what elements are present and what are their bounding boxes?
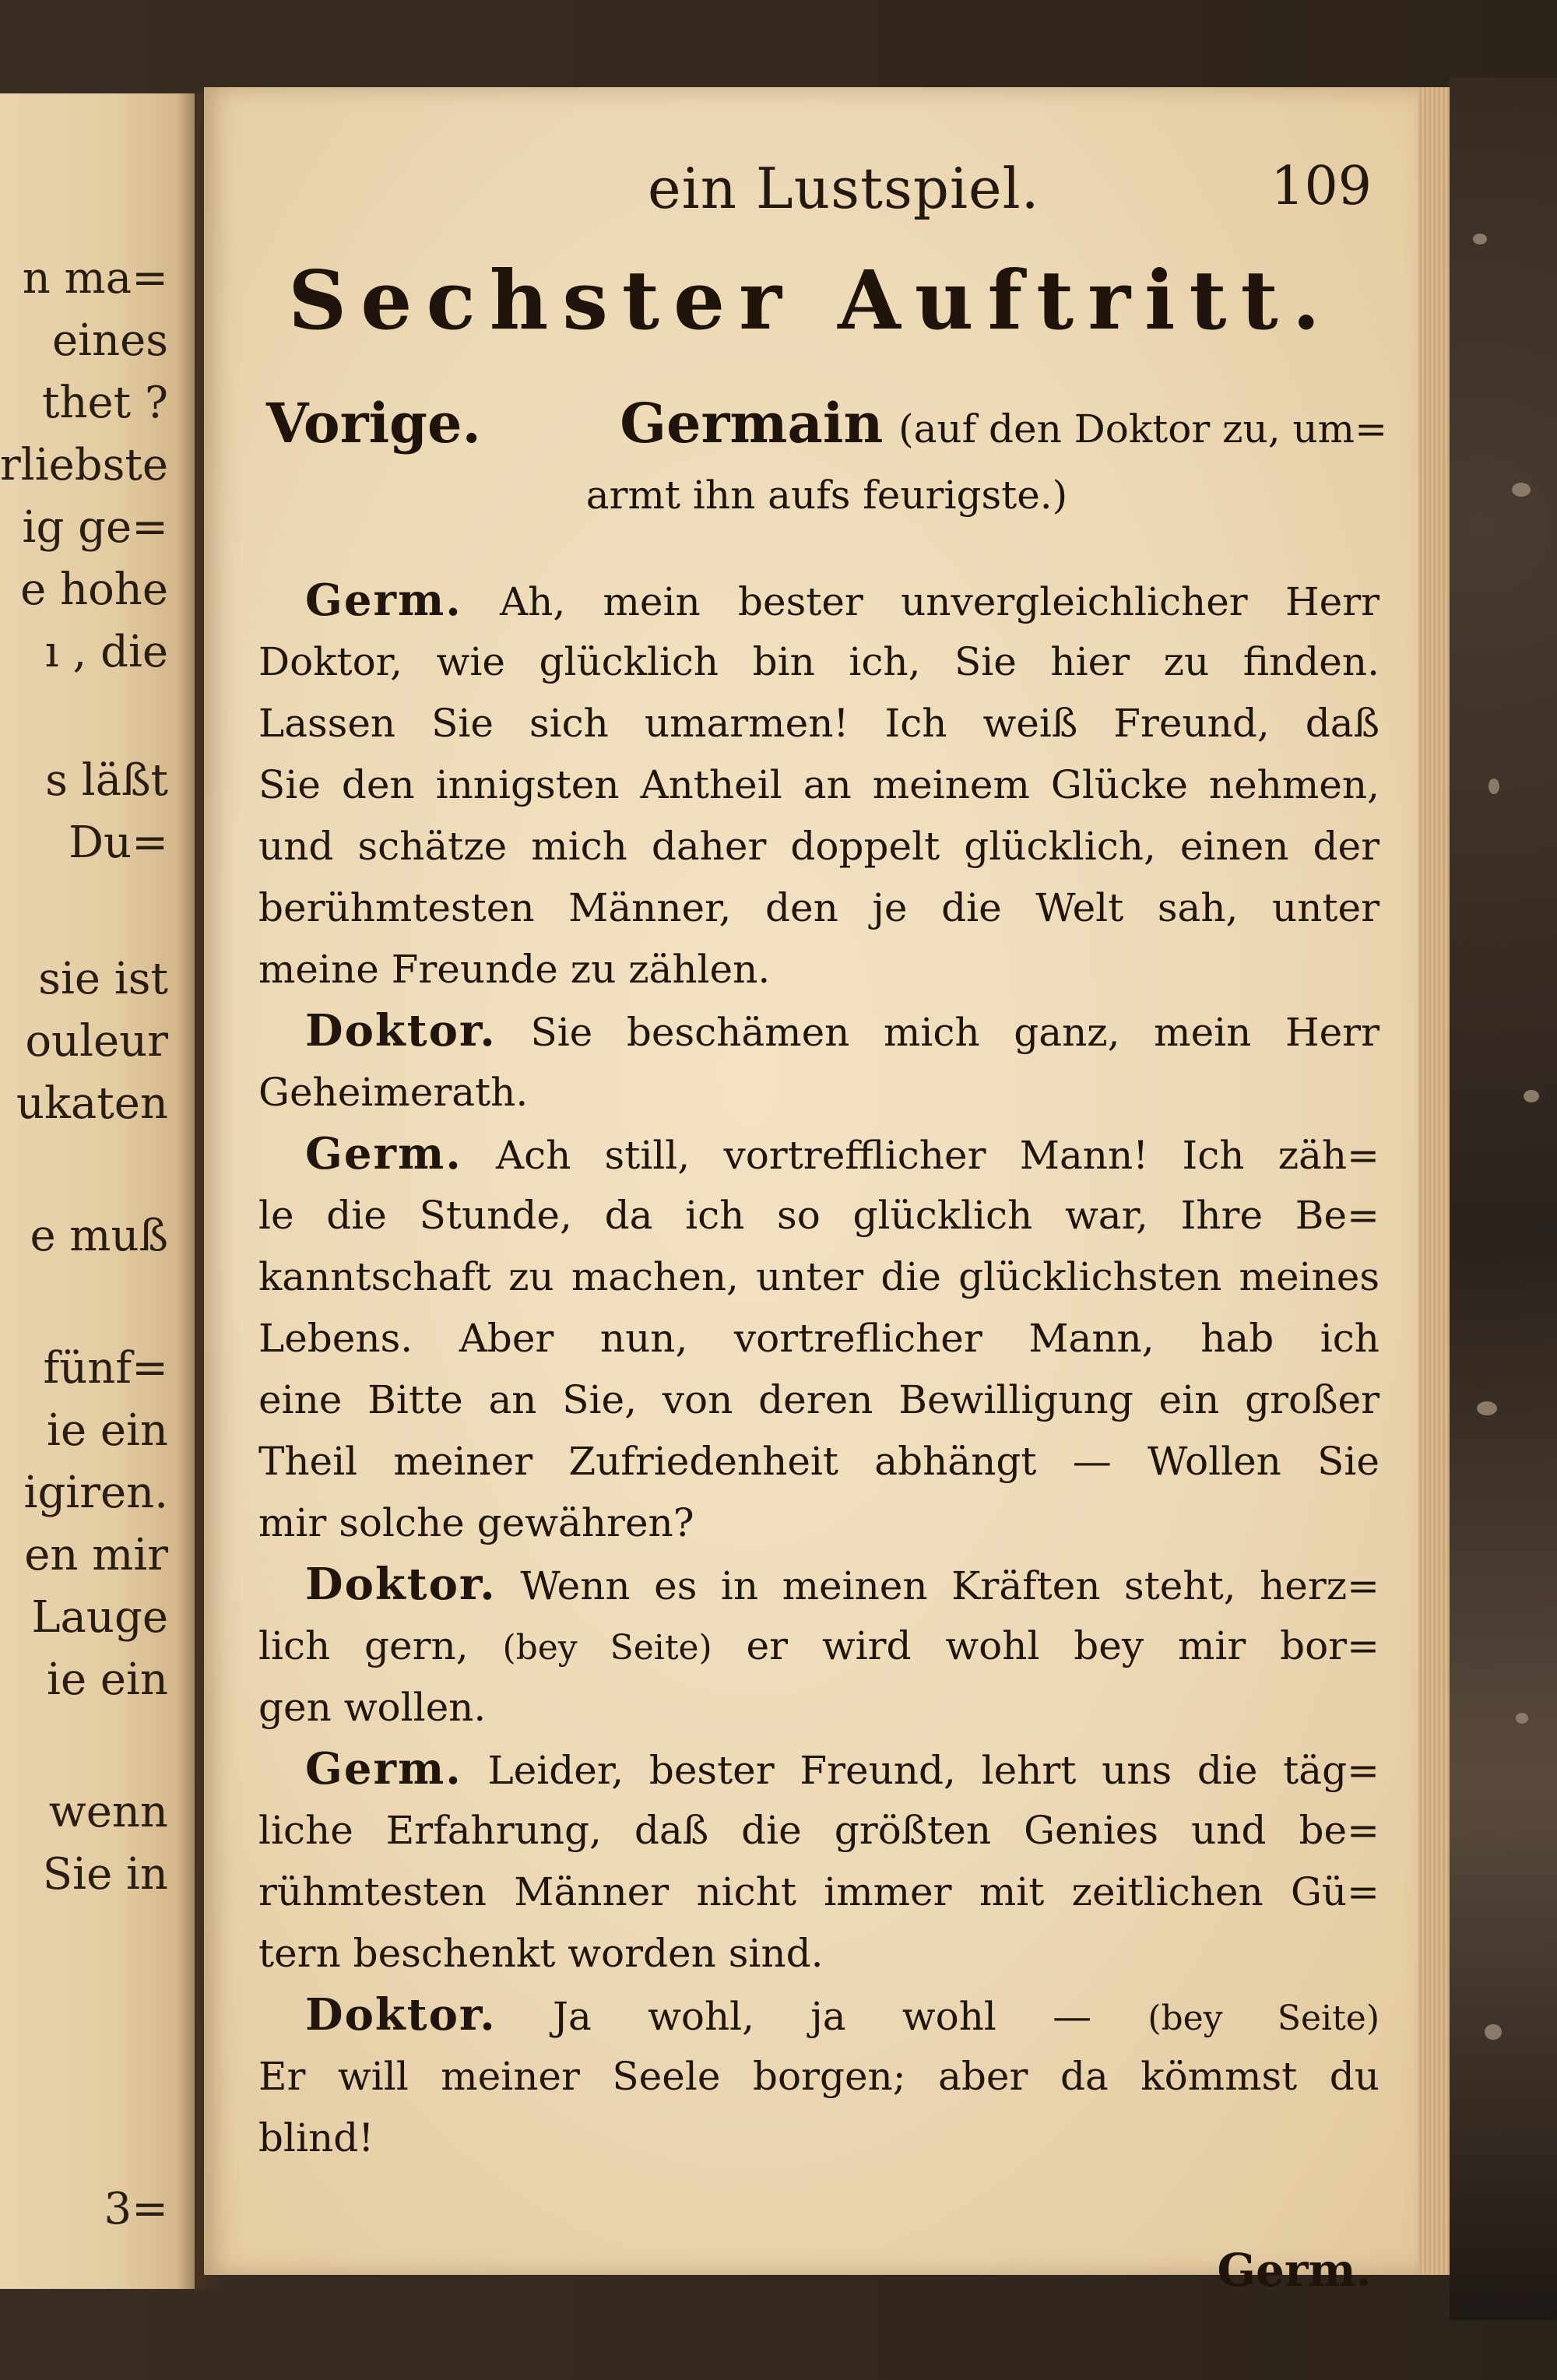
page-header [204,156,1418,221]
dialogue-line: Sie den innigsten Antheil an meinem Glücke nehmen, [258,762,1380,807]
speech-text: Ach still, vortrefflicher Mann! Ich zäh= [495,1133,1380,1178]
left-page-fragment: ie ein [47,1654,168,1705]
dialogue-line: rühmtesten Männer nicht immer mit zeitlichen Gü= [258,1869,1380,1914]
aside-direction: (bey Seite) [502,1628,712,1668]
dialogue-line: kanntschaft zu machen, unter die glücklichsten meines [258,1254,1380,1299]
cover-speck [1488,779,1499,794]
dialogue-line: Er will meiner Seele borgen; aber da kömmst du [258,2054,1380,2099]
page-edges [1418,87,1450,2275]
dialogue-line [258,1000,1380,1062]
speaker-label: Germ. [305,1128,462,1179]
left-page-fragment: fünf= [43,1343,168,1394]
stage-direction: armt ihn aufs feurigste.) [585,473,1068,518]
dialogue-line: Geheimerath. [258,1070,529,1115]
dialogue-line: Theil meiner Zufriedenheit abhängt — Wollen Sie [258,1439,1380,1484]
dialogue-line [258,570,1380,631]
speech-text: Sie beschämen mich ganz, mein Herr [530,1010,1380,1055]
left-page-fragment: Lauge [31,1592,168,1643]
dialogue-line: und schätze mich daher doppelt glücklich, einen der [258,824,1380,869]
catchword: Germ. [1217,2244,1372,2297]
speaker-label: Doktor. [305,1005,497,1056]
cover-speck [1485,2024,1502,2040]
cover-speck [1473,234,1487,244]
left-page-fragment: 3= [104,2184,168,2234]
cover-speck [1512,483,1531,497]
book-page [204,87,1418,2297]
aside-direction: (bey Seite) [1148,1999,1380,2038]
left-page-fragment: n ma= [22,253,168,304]
speaker-label: Germ. [305,1743,462,1795]
left-page-fragment: e muß [30,1211,168,1261]
dialogue-line: Lebens. Aber nun, vortreflicher Mann, hab ich [258,1316,1380,1361]
dialogue-line: Lassen Sie sich umarmen! Ich weiß Freund, daß [258,701,1380,746]
dialogue-line: tern beschenkt worden sind. [258,1931,824,1976]
dialogue-line [258,1554,1380,1615]
left-page-fragment: s läßt [45,755,168,806]
left-page-fragment: igiren. [23,1468,168,1518]
left-page-fragment: eines [52,315,168,366]
speech-text: lich gern, [258,1623,469,1668]
speaker-label: Germ. [305,575,462,626]
speaker-label: Doktor. [305,1559,497,1610]
left-page-fragment: en mir [24,1530,168,1580]
dialogue-line: berühmtesten Männer, den je die Welt sah, unter [258,885,1380,930]
left-page-fragment: ig ge= [22,502,168,553]
left-page-fragment: rliebste [0,440,168,490]
left-page-fragment: Sie in [42,1849,168,1900]
book-cover [1450,78,1557,2320]
page-number: 109 [1271,156,1372,217]
stage-direction: (auf den Doktor zu, um= [898,406,1387,452]
dialogue-line: gen wollen. [258,1685,487,1730]
left-page-fragment: ı , die [44,627,168,677]
cover-speck [1477,1401,1497,1415]
speech-text: Leider, bester Freund, lehrt uns die täg= [487,1748,1380,1793]
left-page-fragment: ouleur [25,1016,168,1067]
cast-list [266,391,1387,518]
dialogue-line: Doktor, wie glücklich bin ich, Sie hier zu finden. [258,639,1380,684]
left-page-fragment: ukaten [16,1078,168,1129]
dialogue-line: le die Stunde, da ich so glücklich war, Ihre Be= [258,1193,1380,1238]
cover-speck [1516,1713,1528,1724]
speaker-label: Doktor. [305,1989,497,2041]
dialogue-line: mir solche gewähren? [258,1500,694,1545]
left-page-fragment: sie ist [38,954,168,1004]
left-page-fragment: e hohe [20,564,168,615]
running-title: ein Lustspiel. [648,156,1040,221]
left-page-fragment: ie ein [47,1405,168,1456]
left-page-fragment: Du= [69,817,168,868]
cover-speck [1524,1090,1539,1102]
speech-text: Wenn es in meinen Kräften steht, herz= [520,1563,1380,1608]
cast-germain: Germain [620,391,884,455]
speech-text: er wird wohl bey mir bor= [746,1623,1380,1668]
left-page-fragment: wenn [48,1787,168,1837]
dialogue-line [258,1985,1380,2046]
cast-vorige: Vorige. [266,391,481,455]
left-page [0,93,195,2289]
dialogue-line: meine Freunde zu zählen. [258,947,771,992]
dialogue-line [258,1615,1380,1677]
dialogue-line: liche Erfahrung, daß die größten Genies und be= [258,1808,1380,1853]
dialogue [258,570,1380,2169]
dialogue-line: eine Bitte an Sie, von deren Bewilligung ein großer [258,1377,1380,1422]
speech-text: Ah, mein bester unvergleichlicher Herr [500,579,1380,624]
dialogue-line: blind! [258,2115,374,2160]
dialogue-line [258,1738,1380,1800]
left-page-fragment: thet ? [41,378,168,428]
dialogue-line [258,1123,1380,1185]
speech-text: Ja wohl, ja wohl — [553,1994,1092,2039]
scene-heading: Sechster Auftritt. [288,252,1334,348]
